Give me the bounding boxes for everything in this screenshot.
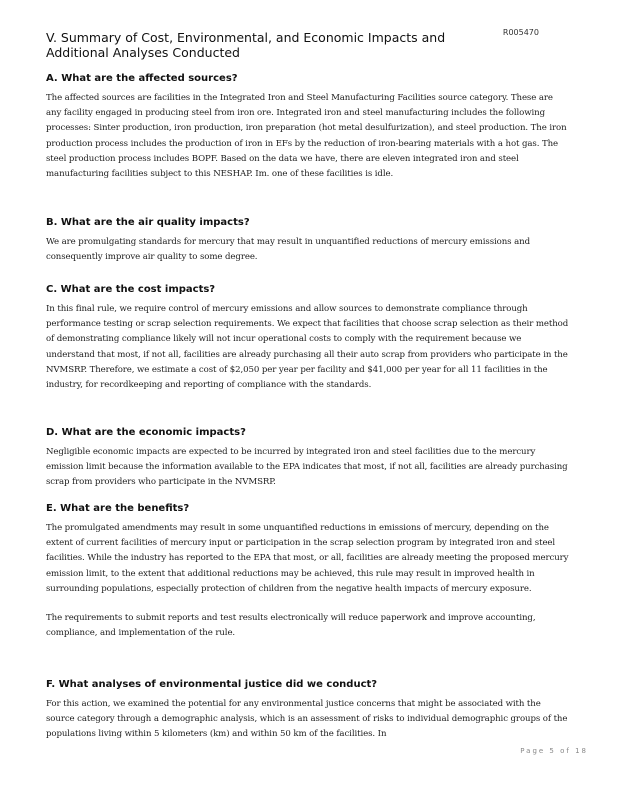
section-paragraph: The promulgated amendments may result in some unquantified reductions in emissions of mercury, depending on the extent of current facilities of mercury input or participation in the scrap selection program by integrated iron and steel facilities. While the industry has reported to the EPA that most, or all, facilities are already meeting the proposed mercury emission limit, to the extent that additional reductions may be achieved, this rule may result in improved health in surrounding populations, especially protection of children from the negative health impacts of mercury exposure. xyxy=(46,523,569,594)
section-environmental-justice xyxy=(46,678,570,743)
section-cost-impacts xyxy=(46,283,570,393)
section-paragraph: Negligible economic impacts are expected to be incurred by integrated iron and steel facilities due to the mercury emission limit because the information available to the EPA indicates that most, if not all, facilities are already purchasing scrap from providers who participate in the NVMSRP. xyxy=(46,447,568,488)
section-heading: B. What are the air quality impacts? xyxy=(46,217,250,228)
section-economic-impacts xyxy=(46,426,570,491)
section-paragraph: The affected sources are facilities in the Integrated Iron and Steel Manufacturing Facilities source category. These are any facility engaged in producing steel from iron ore. Integrated iron and steel manufacturing includes the following processes: Sinter production, iron production, iron preparation (hot metal desulfurization), and steel production. The iron production process includes the production of iron in EFs by the reduction of iron-bearing materials with a hot gas. The steel production process includes BOPF. Based on the data we have, there are eleven integrated iron and steel manufacturing facilities subject to this NESHAP. Im. one of these facilities is idle. xyxy=(46,93,567,180)
section-heading: A. What are the affected sources? xyxy=(46,73,238,84)
section-paragraph: We are promulgating standards for mercury that may result in unquantified reductions of mercury emissions and consequently improve air quality to some degree. xyxy=(46,237,530,263)
page-number: Page 5 of 18 xyxy=(520,747,588,755)
section-heading: E. What are the benefits? xyxy=(46,503,190,514)
section-benefits xyxy=(46,502,570,641)
section-heading: D. What are the economic impacts? xyxy=(46,427,246,438)
section-paragraph: In this final rule, we require control of mercury emissions and allow sources to demonstrate compliance through performance testing or scrap selection requirements. We expect that facilities that choose scrap selection as their method of demonstrating compliance likely will not incur operational costs to comply with the requirement because we understand that most, if not all, facilities are already purchasing all their auto scrap from providers who participate in the NVMSRP. Therefore, we estimate a cost of $2,050 per year per facility and $41,000 per year for all 11 facilities in the industry, for recordkeeping and reporting of compliance with the standards. xyxy=(46,304,569,391)
section-paragraph: The requirements to submit reports and test results electronically will reduce paperwork and improve accounting, compliance, and implementation of the rule. xyxy=(46,613,536,639)
section-air-quality-impacts xyxy=(46,216,570,265)
section-paragraph: For this action, we examined the potential for any environmental justice concerns that might be associated with the source category through a demographic analysis, which is an assessment of risks to individual demographic groups of the populations living within 5 kilometers (km) and within 50 km of the facilities. In xyxy=(46,699,568,740)
page-title: V. Summary of Cost, Environmental, and Economic Impacts and Additional Analyses Conducted xyxy=(46,30,446,60)
section-affected-sources xyxy=(46,72,570,182)
document-id: R005470 xyxy=(502,28,539,37)
section-heading: C. What are the cost impacts? xyxy=(46,284,216,295)
section-heading: F. What analyses of environmental justice did we conduct? xyxy=(46,679,378,690)
